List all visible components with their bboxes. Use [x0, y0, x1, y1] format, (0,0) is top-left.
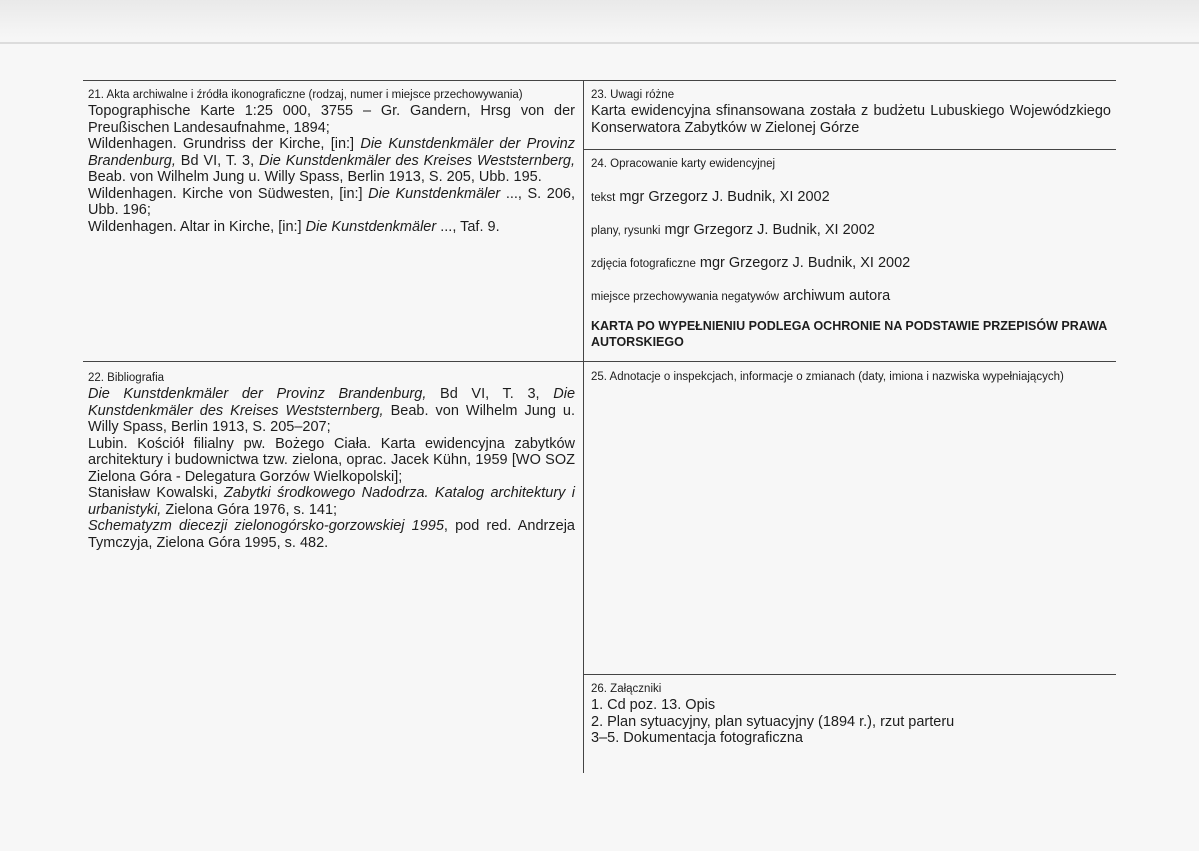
section-24-label: 24. Opracowanie karty ewidencyjnej	[591, 158, 776, 170]
remarks-text: Karta ewidencyjna sfinansowana została z budżetu Lubuskiego Wojewódzkiego Konserwatora Zabytków w Zielonej Górze	[591, 103, 1111, 136]
attachment-item: 3–5. Dokumentacja fotograficzna	[591, 730, 803, 746]
section-23-remarks	[591, 88, 1111, 136]
author-text-value: mgr Grzegorz J. Budnik, XI 2002	[619, 189, 830, 205]
author-drawings-row	[591, 221, 875, 240]
author-photos-row	[591, 254, 910, 273]
section-22-label: 22. Bibliografia	[88, 372, 165, 384]
archival-entry-floor-plan: Wildenhagen. Grundriss der Kirche, [in:] Die Kunstdenkmäler der Provinz Brandenburg, Bd VI, T. 3, Die Kunstdenkmäler des Kreises Weststernberg, Beab. von Wilhelm Jung u. Willy Spass, Berlin 1913, S. 205, Ubb. 195.	[88, 136, 576, 185]
section-26-attachments	[591, 682, 1111, 747]
copyright-notice: KARTA PO WYPEŁNIENIU PODLEGA OCHRONIE NA PODSTAWIE PRZEPISÓW PRAWA AUTORSKIEGO	[591, 319, 1107, 349]
section-25-annotations	[591, 370, 1116, 384]
divider-25-26	[583, 674, 1116, 675]
author-photos-label: zdjęcia fotograficzne	[591, 258, 696, 270]
attachment-item: 1. Cd poz. 13. Opis	[591, 697, 716, 713]
archival-entry-altar: Wildenhagen. Altar in Kirche, [in:] Die Kunstdenkmäler ..., Taf. 9.	[88, 218, 500, 235]
negatives-storage-row	[591, 287, 890, 306]
author-photos-value: mgr Grzegorz J. Budnik, XI 2002	[699, 255, 911, 271]
table-column-divider	[583, 80, 584, 773]
attachment-item: 2. Plan sytuacyjny, plan sytuacyjny (1894 r.), rzut parteru	[591, 713, 955, 730]
bibliography-entry-3: Stanisław Kowalski, Zabytki środkowego Nadodrza. Katalog architektury i urbanistyki, Zielona Góra 1976, s. 141;	[88, 485, 575, 518]
section-23-label: 23. Uwagi różne	[591, 89, 675, 101]
bibliography-entry-1: Die Kunstdenkmäler der Provinz Brandenburg, Bd VI, T. 3, Die Kunstdenkmäler des Kreises Weststernberg, Beab. von Wilhelm Jung u. Willy Spass, Berlin 1913, S. 205–207;	[88, 386, 576, 435]
section-22-bibliography	[88, 371, 575, 551]
bibliography-entry-2: Lubin. Kościół filialny pw. Bożego Ciała. Karta ewidencyjna zabytków architektury i budownictwa tzw. zielona, oprac. Jacek Kühn, 1959 [WO SOZ Zielona Góra - Delegatura Gorzów Wielkopolski];	[88, 435, 575, 485]
author-drawings-label: plany, rysunki	[591, 225, 661, 237]
divider-23-24	[583, 149, 1116, 150]
author-text-label: tekst	[591, 192, 616, 204]
bibliography-entry-4: Schematyzm diecezji zielonogórsko-gorzowskiej 1995, pod red. Andrzeja Tymczyja, Zielona Góra 1995, s. 482.	[88, 518, 575, 551]
archival-entry-map: Topographische Karte 1:25 000, 3755 – Gr. Gandern, Hrsg von der Preußischen Landesaufnahme, 1894;	[88, 103, 575, 136]
author-drawings-value: mgr Grzegorz J. Budnik, XI 2002	[664, 222, 875, 238]
negatives-storage-label: miejsce przechowywania negatywów	[591, 291, 779, 303]
table-top-border	[83, 80, 1116, 81]
section-26-label: 26. Załączniki	[591, 683, 662, 695]
section-24-card-preparation	[591, 157, 1111, 171]
author-text-row	[591, 188, 830, 207]
scan-top-edge	[0, 0, 1199, 44]
section-25-label: 25. Adnotacje o inspekcjach, informacje o zmianach (daty, imiona i nazwiska wypełniających)	[591, 371, 1064, 383]
negatives-storage-value: archiwum autora	[782, 288, 891, 304]
table-middle-border	[83, 361, 1116, 362]
scan-edge-line	[0, 42, 1199, 44]
archival-entry-church-view: Wildenhagen. Kirche von Südwesten, [in:] Die Kunstdenkmäler ..., S. 206, Ubb. 196;	[88, 185, 575, 218]
section-21-label: 21. Akta archiwalne i źródła ikonograficzne (rodzaj, numer i miejsce przechowywania)	[88, 89, 523, 101]
section-21-archival-records	[88, 88, 575, 235]
